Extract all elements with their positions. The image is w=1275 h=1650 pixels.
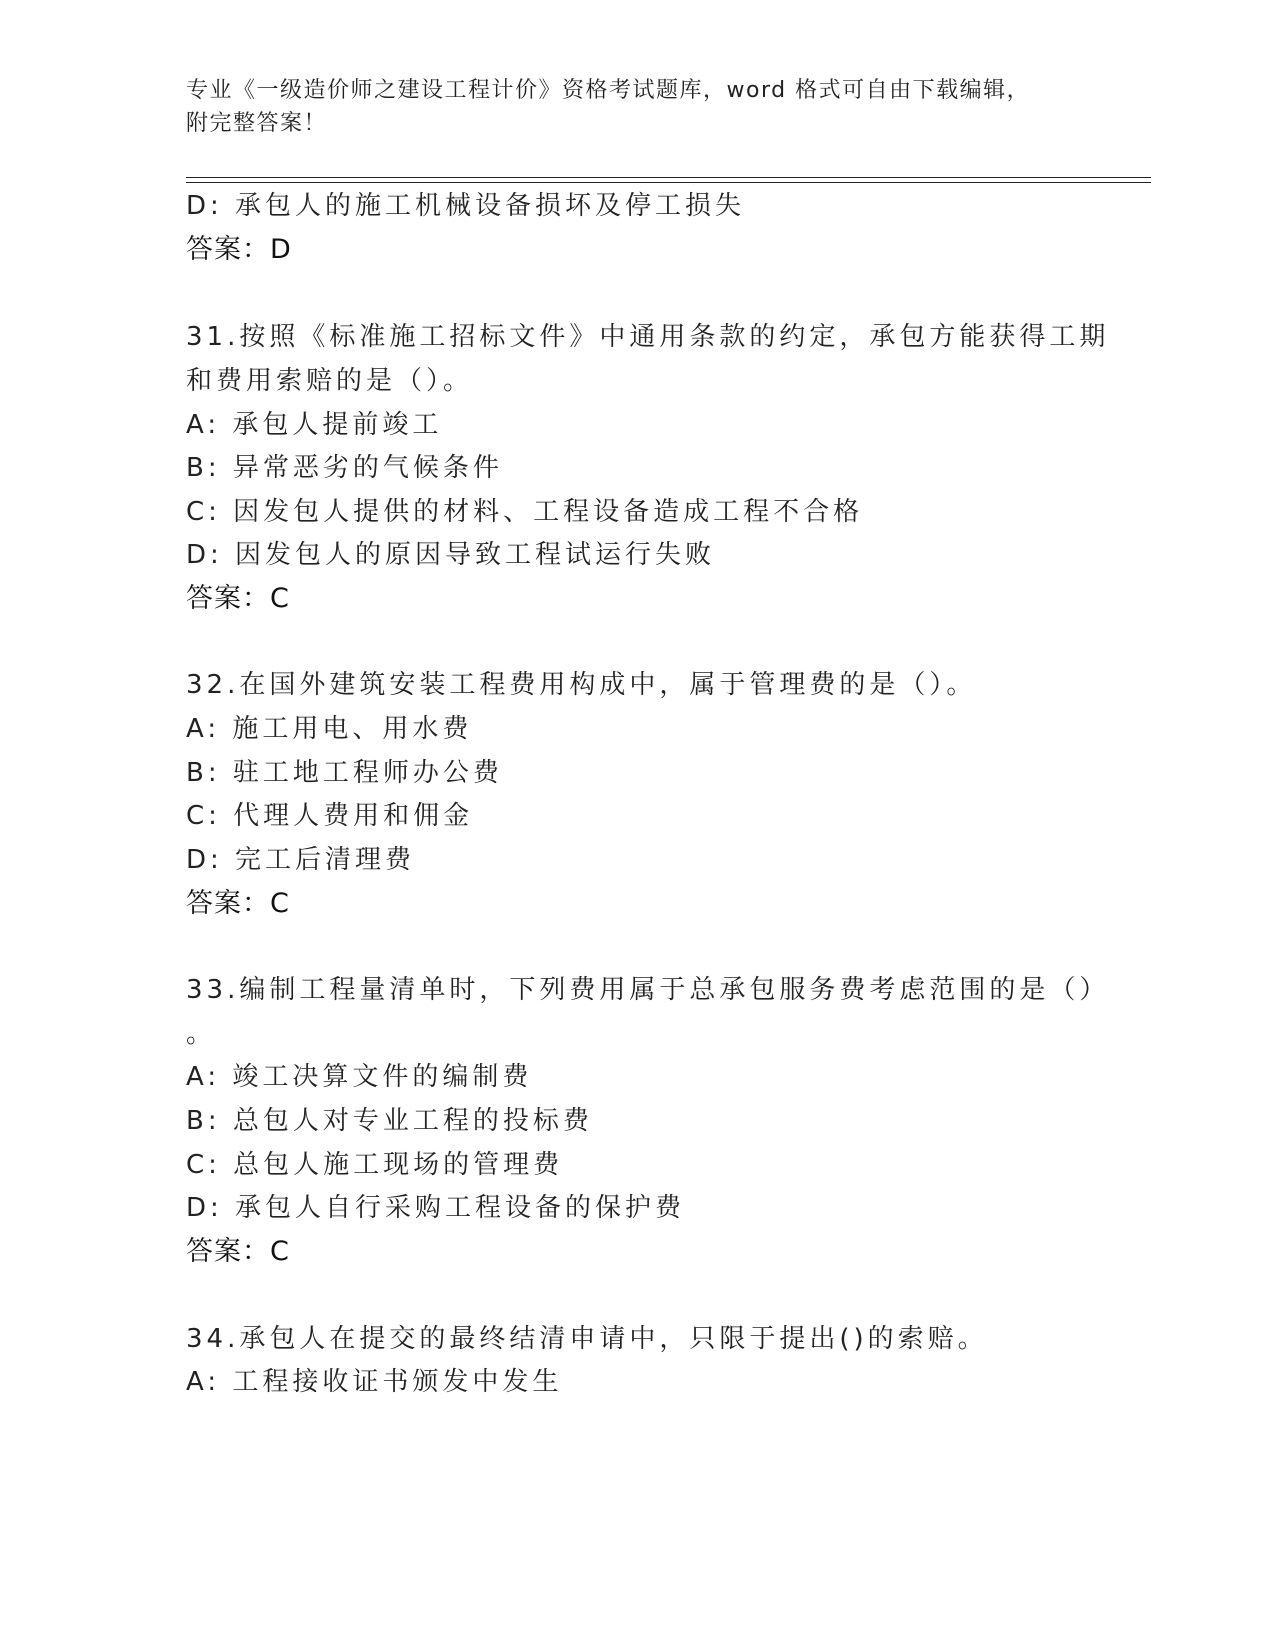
q31-option-d: D: 因发包人的原因导致工程试运行失败: [186, 540, 716, 570]
q31-stem-line-2: 和费用索赔的是（）。: [186, 366, 474, 396]
q33-stem-line-2: 。: [186, 1019, 217, 1049]
prev-answer: 答案：D: [186, 234, 292, 265]
q33-option-c: C: 总包人施工现场的管理费: [186, 1150, 564, 1180]
q32-stem-line-1: 32.在国外建筑安装工程费用构成中，属于管理费的是（）。: [186, 670, 977, 700]
header-divider-bottom: [186, 182, 1151, 183]
q33-stem-line-1: 33.编制工程量清单时，下列费用属于总承包服务费考虑范围的是（）: [186, 975, 1110, 1005]
q32-option-a: A: 施工用电、用水费: [186, 714, 473, 744]
q33-option-b: B: 总包人对专业工程的投标费: [186, 1106, 593, 1136]
q33-option-a: A: 竣工决算文件的编制费: [186, 1062, 533, 1092]
header-line-1: 专业《一级造价师之建设工程计价》资格考试题库，word 格式可自由下载编辑，: [186, 78, 1031, 103]
header-line-2: 附完整答案！: [186, 111, 328, 136]
q33-option-d: D: 承包人自行采购工程设备的保护费: [186, 1193, 686, 1223]
q32-answer: 答案：C: [186, 888, 290, 919]
q34-option-a: A: 工程接收证书颁发中发生: [186, 1367, 563, 1397]
q32-option-b: B: 驻工地工程师办公费: [186, 758, 503, 788]
q31-option-c: C: 因发包人提供的材料、工程设备造成工程不合格: [186, 497, 864, 527]
q31-answer: 答案：C: [186, 583, 290, 614]
q33-answer: 答案：C: [186, 1236, 290, 1267]
q31-stem-line-1: 31.按照《标准施工招标文件》中通用条款的约定，承包方能获得工期: [186, 322, 1110, 352]
q31-option-b: B: 异常恶劣的气候条件: [186, 453, 503, 483]
prev-option-d: D: 承包人的施工机械设备损坏及停工损失: [186, 191, 746, 221]
q31-option-a: A: 承包人提前竣工: [186, 410, 443, 440]
document-header: [186, 74, 1086, 140]
header-divider-top: [186, 177, 1151, 178]
q32-option-c: C: 代理人费用和佣金: [186, 801, 474, 831]
q32-option-d: D: 完工后清理费: [186, 845, 416, 875]
q34-stem-line-1: 34.承包人在提交的最终结清申请中，只限于提出()的索赔。: [186, 1324, 988, 1354]
